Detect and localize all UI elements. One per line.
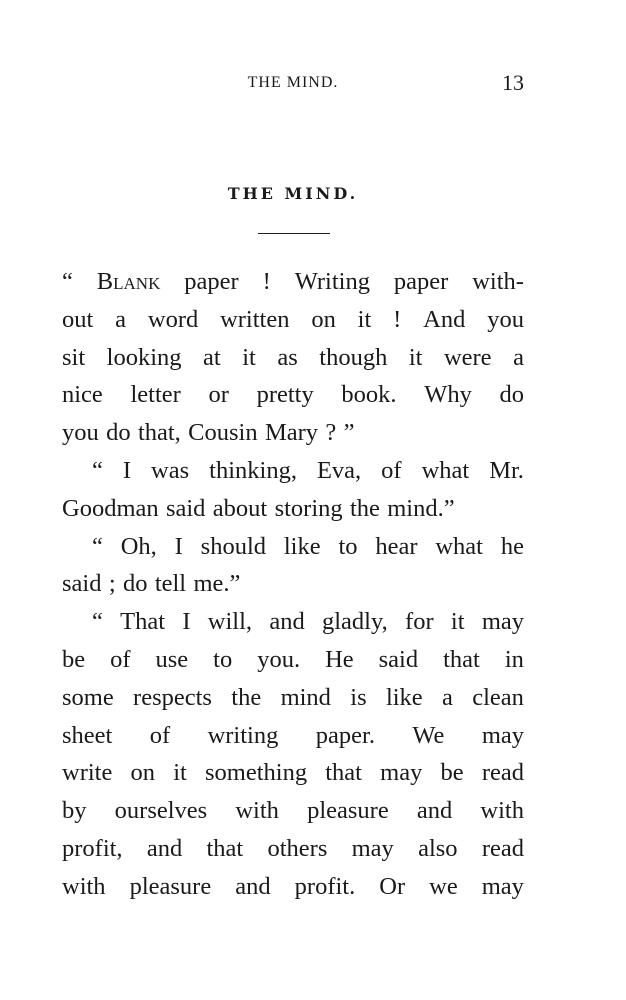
text-line bbox=[62, 754, 524, 792]
body-text bbox=[62, 263, 524, 906]
word: may bbox=[481, 608, 524, 636]
word: will, bbox=[207, 608, 253, 636]
word: profit, bbox=[62, 834, 123, 862]
word: use bbox=[155, 645, 189, 673]
word: looking bbox=[106, 343, 182, 371]
word: the bbox=[231, 683, 262, 711]
text-line bbox=[62, 263, 524, 301]
word: at bbox=[203, 343, 221, 371]
word: that bbox=[206, 834, 244, 862]
word: and bbox=[146, 834, 183, 862]
word: and bbox=[269, 608, 305, 636]
word: me.” bbox=[193, 570, 241, 598]
text-line bbox=[62, 376, 524, 414]
word: clean bbox=[472, 683, 524, 711]
word: I bbox=[174, 532, 183, 560]
word: what bbox=[421, 456, 470, 484]
word: may bbox=[380, 759, 423, 787]
word: profit. bbox=[294, 872, 356, 900]
word: Writing bbox=[294, 268, 370, 295]
word: a bbox=[115, 305, 127, 333]
word: write bbox=[62, 759, 113, 787]
word: thinking, bbox=[209, 456, 297, 484]
word: he bbox=[500, 532, 524, 560]
word: as bbox=[277, 343, 298, 371]
word: Mr. bbox=[489, 456, 524, 484]
text-line bbox=[62, 679, 524, 717]
word: with- bbox=[472, 268, 524, 295]
word: mind.” bbox=[387, 494, 455, 522]
word: ! bbox=[262, 268, 271, 295]
word: and bbox=[235, 872, 271, 900]
word: Oh, bbox=[120, 532, 157, 560]
title-rule bbox=[258, 233, 330, 234]
word: letter bbox=[130, 381, 181, 409]
word: it bbox=[173, 759, 187, 787]
word: do bbox=[106, 419, 131, 447]
word: read bbox=[481, 759, 524, 787]
word: paper bbox=[184, 268, 239, 295]
word: be bbox=[440, 759, 464, 787]
word: you bbox=[62, 419, 99, 447]
word: Blank bbox=[96, 268, 161, 295]
word: others bbox=[267, 834, 328, 862]
word: gladly, bbox=[321, 608, 388, 636]
chapter-title: THE MIND. bbox=[227, 184, 359, 203]
word: though bbox=[319, 343, 388, 371]
word: written bbox=[220, 305, 290, 333]
text-line bbox=[62, 717, 524, 755]
word: do bbox=[499, 381, 524, 409]
word: the bbox=[349, 494, 380, 522]
word: also bbox=[418, 834, 458, 862]
word: may bbox=[481, 721, 524, 749]
word: ! bbox=[393, 305, 402, 333]
word: with bbox=[480, 797, 524, 825]
word: that bbox=[443, 645, 480, 673]
word: with bbox=[62, 872, 106, 900]
word: with bbox=[235, 797, 279, 825]
text-line bbox=[62, 490, 524, 528]
word: said bbox=[165, 494, 206, 522]
word: mind bbox=[280, 683, 331, 711]
word: be bbox=[62, 645, 86, 673]
text-line bbox=[62, 565, 524, 603]
word: I bbox=[122, 456, 132, 484]
word: pretty bbox=[256, 381, 314, 409]
text-line bbox=[62, 528, 524, 566]
word: is bbox=[350, 683, 367, 711]
word: for bbox=[405, 608, 434, 636]
word: hear bbox=[375, 532, 418, 560]
running-title: THE MIND. bbox=[247, 74, 339, 91]
word: said bbox=[62, 570, 102, 598]
word: pleasure bbox=[307, 797, 389, 825]
word: ; bbox=[108, 570, 116, 598]
word: paper bbox=[393, 268, 449, 295]
text-line bbox=[62, 641, 524, 679]
word: “ bbox=[62, 268, 73, 295]
word: something bbox=[204, 759, 308, 787]
word: it bbox=[242, 343, 256, 371]
running-head bbox=[62, 70, 524, 96]
word: on bbox=[311, 305, 336, 333]
page-number: 13 bbox=[502, 70, 524, 95]
text-line bbox=[62, 868, 524, 906]
word: or bbox=[208, 381, 229, 409]
text-line bbox=[62, 830, 524, 868]
word: Mary bbox=[264, 419, 319, 447]
word: Cousin bbox=[188, 419, 258, 447]
word: of bbox=[381, 456, 402, 484]
word: of bbox=[110, 645, 131, 673]
word: storing bbox=[274, 494, 343, 522]
word: ” bbox=[343, 419, 355, 447]
word: “ bbox=[92, 456, 103, 484]
word: pleasure bbox=[129, 872, 212, 900]
word: may bbox=[481, 872, 524, 900]
text-line bbox=[62, 301, 524, 339]
text-line bbox=[62, 792, 524, 830]
word: Goodman bbox=[62, 494, 159, 522]
word: on bbox=[130, 759, 156, 787]
word: Or bbox=[379, 872, 406, 900]
word: sit bbox=[62, 343, 86, 371]
word: that, bbox=[137, 419, 181, 447]
word: a bbox=[513, 343, 524, 371]
word: we bbox=[429, 872, 458, 900]
word: that bbox=[325, 759, 362, 787]
word: nice bbox=[62, 381, 103, 409]
word: to bbox=[338, 532, 358, 560]
word: of bbox=[149, 721, 171, 749]
word: book. bbox=[341, 381, 397, 409]
word: tell bbox=[154, 570, 187, 598]
word: by bbox=[62, 797, 87, 825]
word: what bbox=[435, 532, 483, 560]
text-line bbox=[62, 452, 524, 490]
word: ? bbox=[325, 419, 337, 447]
word: and bbox=[416, 797, 453, 825]
word: word bbox=[147, 305, 199, 333]
text-line bbox=[62, 414, 524, 452]
word: He bbox=[325, 645, 354, 673]
word: about bbox=[212, 494, 268, 522]
word: you bbox=[487, 305, 524, 333]
word: That bbox=[120, 608, 166, 636]
word: a bbox=[442, 683, 453, 711]
word: you. bbox=[257, 645, 301, 673]
word: read bbox=[481, 834, 524, 862]
word: in bbox=[504, 645, 524, 673]
word: like bbox=[283, 532, 321, 560]
word: respects bbox=[133, 683, 212, 711]
word: writing bbox=[207, 721, 279, 749]
word: do bbox=[122, 570, 148, 598]
word: paper. bbox=[315, 721, 375, 749]
word: And bbox=[423, 305, 466, 333]
word: may bbox=[351, 834, 394, 862]
word: ourselves bbox=[114, 797, 208, 825]
word: We bbox=[412, 721, 445, 749]
word: out bbox=[62, 305, 94, 333]
word: Why bbox=[424, 381, 472, 409]
word: were bbox=[443, 343, 492, 371]
word: I bbox=[182, 608, 191, 636]
word: said bbox=[378, 645, 419, 673]
text-line bbox=[62, 339, 524, 377]
word: “ bbox=[92, 608, 103, 636]
word: should bbox=[200, 532, 266, 560]
text-line bbox=[62, 603, 524, 641]
word: “ bbox=[92, 532, 103, 560]
word: sheet bbox=[62, 721, 113, 749]
word: like bbox=[385, 683, 423, 711]
word: it bbox=[408, 343, 423, 371]
word: it bbox=[357, 305, 372, 333]
word: some bbox=[62, 683, 114, 711]
word: to bbox=[213, 645, 233, 673]
word: was bbox=[151, 456, 190, 484]
word: it bbox=[450, 608, 465, 636]
word: Eva, bbox=[316, 456, 362, 484]
